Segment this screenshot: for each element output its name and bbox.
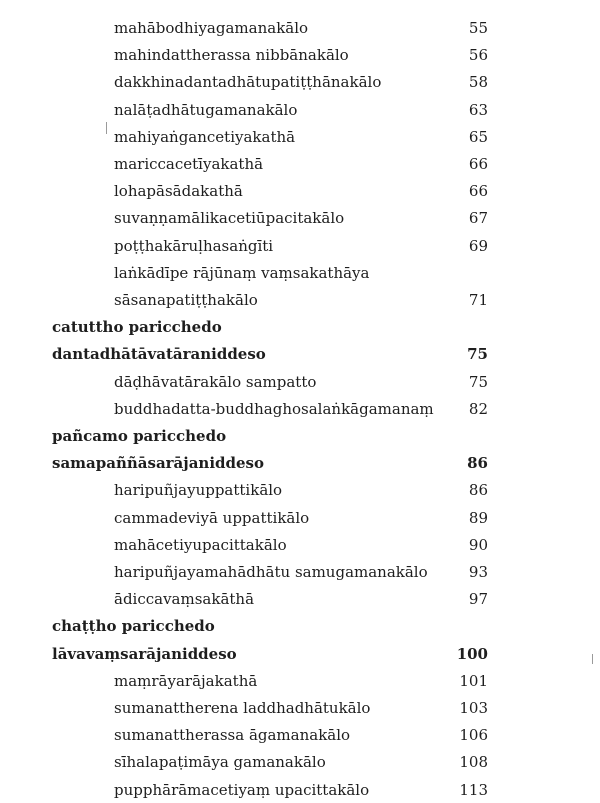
toc-page-number: 97 — [468, 590, 488, 609]
toc-entry-title: dantadhātāvatāraniddeso — [52, 345, 266, 364]
toc-entry — [0, 505, 600, 531]
toc-page-number: 82 — [468, 399, 488, 418]
toc-entry-title: suvaṇṇamālikacetiūpacitakālo — [114, 209, 345, 228]
toc-heading — [0, 613, 600, 639]
toc-page-number: 86 — [467, 454, 488, 473]
toc-entry-title: mahābodhiyagamanakālo — [114, 19, 309, 37]
toc-entry-title: pupphārāmacetiyaṃ upacittakālo — [114, 780, 370, 799]
toc-heading — [0, 641, 600, 667]
toc-entry — [0, 178, 600, 204]
toc-entry — [0, 695, 600, 721]
toc-entry — [0, 477, 600, 503]
toc-entry-title: mariccacetīyakathā — [114, 155, 264, 173]
toc-entry — [0, 42, 600, 68]
toc-heading — [0, 423, 600, 449]
toc-page-number: 101 — [459, 671, 488, 690]
toc-entry-title: sumanattherena laddhadhātukālo — [114, 699, 371, 717]
scan-mark — [592, 654, 593, 664]
toc-page-number: 100 — [456, 644, 488, 663]
toc-entry — [0, 532, 600, 558]
toc-entry-title: nalāṭadhātugamanakālo — [114, 100, 298, 119]
toc-heading — [0, 450, 600, 476]
toc-entry — [0, 124, 600, 150]
toc-entry-title: dāḍhāvatārakālo sampatto — [114, 372, 317, 391]
toc-entry-title: samapaññāsarājaniddeso — [52, 454, 264, 473]
toc-entry — [0, 586, 600, 612]
toc-page-number: 93 — [468, 563, 488, 581]
toc-page-number: 66 — [468, 182, 488, 201]
toc-entry — [0, 668, 600, 694]
toc-page-number: 89 — [468, 508, 488, 527]
toc-entry — [0, 287, 600, 313]
toc-page-number: 75 — [467, 345, 488, 364]
toc-page-number: 63 — [468, 100, 488, 119]
toc-heading — [0, 314, 600, 340]
toc-entry-title: buddhadatta-buddhaghosalaṅkāgamanaṃ — [114, 399, 434, 418]
toc-entry-title: laṅkādīpe rājūnaṃ vaṃsakathāya — [114, 263, 370, 282]
toc-entry — [0, 722, 600, 748]
toc-entry-title: ādiccavaṃsakāthā — [114, 590, 255, 609]
toc-entry-title: dakkhinadantadhātupatiṭṭhānakālo — [114, 73, 382, 92]
toc-entry-title: mahācetiyupacittakālo — [114, 535, 287, 554]
toc-page-number: 58 — [468, 73, 488, 92]
toc-entry-title: chaṭṭho paricchedo — [52, 617, 215, 636]
toc-page-number: 66 — [468, 155, 488, 173]
toc-entry — [0, 151, 600, 177]
toc-heading — [0, 341, 600, 367]
toc-entry-title: maṃrāyarājakathā — [114, 671, 258, 690]
toc-entry — [0, 559, 600, 585]
toc-entry — [0, 369, 600, 395]
toc-entry-title: haripuñjayamahādhātu samugamanakālo — [114, 563, 428, 581]
toc-entry — [0, 69, 600, 95]
toc-entry-title: sīhalapaṭimāya gamanakālo — [114, 753, 326, 772]
toc-entry-title: pañcamo paricchedo — [52, 427, 227, 445]
scan-mark — [106, 122, 107, 134]
toc-page-number: 65 — [468, 127, 488, 146]
toc-entry-title: catuttho paricchedo — [52, 318, 222, 337]
toc-page-number: 103 — [459, 699, 488, 717]
toc-page-number: 75 — [468, 372, 488, 391]
toc-entry-title: poṭṭhakāruḷhasaṅgīti — [114, 236, 274, 255]
toc-entry-title: mahiyaṅgancetiyakathā — [114, 127, 296, 146]
toc-page-number: 56 — [468, 46, 488, 65]
toc-page-number: 67 — [468, 209, 488, 228]
toc-entry-title: lāvavaṃsarājaniddeso — [52, 644, 237, 663]
toc-entry — [0, 749, 600, 775]
toc-page-number: 86 — [468, 481, 488, 500]
toc-entry-title: lohapāsādakathā — [114, 182, 243, 201]
toc-page-number: 55 — [468, 19, 488, 37]
toc-page-number: 108 — [459, 753, 488, 772]
toc-page-number: 69 — [468, 236, 488, 255]
toc-entry — [0, 260, 600, 286]
toc-entry — [0, 777, 600, 803]
toc-page-number: 90 — [468, 535, 488, 554]
toc-page-number: 106 — [459, 726, 488, 745]
toc-page-number: 71 — [468, 291, 488, 309]
toc-entry — [0, 396, 600, 422]
toc-entry-title: haripuñjayuppattikālo — [114, 481, 283, 500]
toc-entry — [0, 15, 600, 41]
toc-entry-title: sāsanapatiṭṭhakālo — [114, 291, 258, 309]
toc-page-number: 113 — [459, 780, 488, 799]
toc-entry-title: sumanattherassa āgamanakālo — [114, 726, 351, 745]
toc-entry — [0, 233, 600, 259]
toc-entry-title: mahindattherassa nibbānakālo — [114, 46, 349, 65]
toc-entry-title: cammadeviyā uppattikālo — [114, 508, 310, 527]
toc-entry — [0, 205, 600, 231]
toc-entry — [0, 97, 600, 123]
